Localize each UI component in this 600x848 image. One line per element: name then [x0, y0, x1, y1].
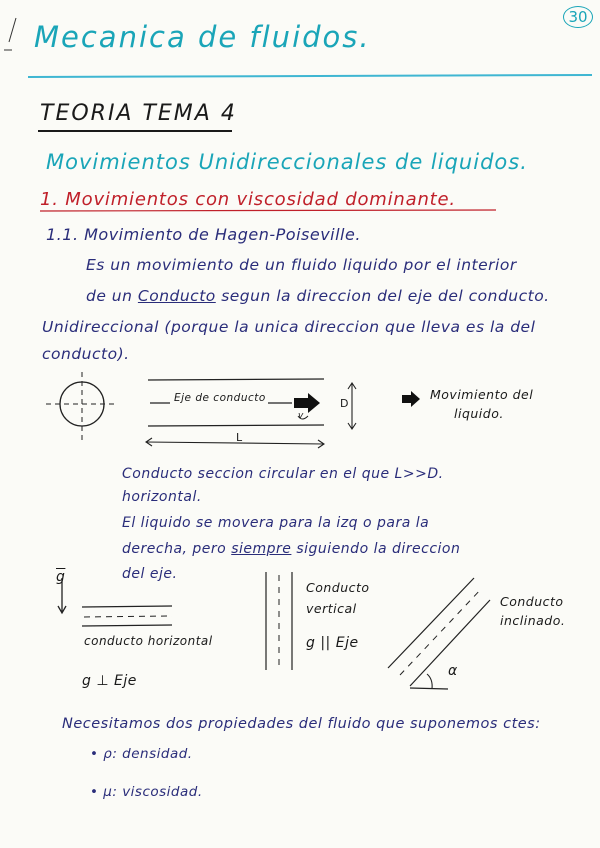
- page-number: 30: [563, 6, 593, 28]
- pipe-wall-bottom: [148, 425, 324, 426]
- horizontal-label: conducto horizontal: [84, 634, 213, 648]
- property-item-text: ρ: densidad.: [103, 746, 193, 762]
- property-item: • μ: viscosidad.: [90, 784, 203, 800]
- velocity-label: v: [298, 411, 304, 421]
- property-item-text: μ: viscosidad.: [103, 784, 203, 800]
- angle-arc: [427, 674, 432, 689]
- property-item: • ρ: densidad.: [90, 746, 193, 762]
- vertical-label-2: vertical: [306, 601, 357, 616]
- header-title: Mecanica de fluidos.: [34, 20, 371, 54]
- note-line-1: Conducto seccion circular en el que L>>D.: [122, 466, 444, 482]
- paragraph-line-3: Unidireccional (porque la unica direccion que lleva es la del: [42, 318, 536, 336]
- paragraph-line-2: [86, 287, 550, 305]
- axis-label: Eje de conducto: [174, 392, 266, 404]
- horizontal-relation: g ⊥ Eje: [82, 673, 137, 689]
- paragraph-line-1: Es un movimiento de un fluido liquido por el interior: [86, 256, 517, 274]
- siempre-underlined: siempre: [231, 541, 292, 557]
- paragraph-line-2-post: segun la direccion del eje del conducto.: [215, 287, 550, 305]
- gravity-label: $\overline{g}$: [56, 569, 66, 585]
- horizontal-pipe-bottom: [82, 625, 172, 626]
- horizontal-pipe-top: [82, 606, 172, 607]
- paragraph-line-2-pre: de un: [86, 287, 138, 305]
- inclined-base: [410, 688, 448, 689]
- inclined-pipe-left: [388, 578, 474, 668]
- velocity-arrow-head: [308, 393, 320, 413]
- subsection-title: 1. Movimientos con viscosidad dominante.: [40, 189, 456, 210]
- note-line-2: horizontal.: [122, 489, 202, 505]
- length-line: [146, 442, 324, 444]
- diameter-label: D: [340, 397, 349, 410]
- note-line-3: El liquido se movera para la izq o para la: [122, 515, 430, 531]
- vertical-label-1: Conducto: [306, 580, 370, 595]
- pipe-wall-top: [148, 379, 324, 380]
- movement-label-2: liquido.: [454, 406, 504, 421]
- paragraph-line-4: conducto).: [42, 345, 130, 363]
- note-line-5: del eje.: [122, 566, 178, 582]
- legend-arrow-body: [402, 395, 411, 403]
- theory-title: TEORIA TEMA 4: [40, 101, 237, 126]
- note-line-4: [122, 541, 460, 557]
- length-label: L: [236, 431, 243, 444]
- subsubsection-title: 1.1. Movimiento de Hagen-Poiseville.: [46, 225, 361, 244]
- inclined-label-2: inclinado.: [500, 613, 566, 628]
- angle-label: α: [448, 663, 458, 679]
- inclined-label-1: Conducto: [500, 594, 564, 609]
- legend-arrow-head: [411, 391, 420, 407]
- inclined-pipe-axis: [400, 588, 482, 675]
- subsection-underline: [40, 210, 496, 211]
- properties-intro: Necesitamos dos propiedades del fluido que suponemos ctes:: [62, 716, 541, 732]
- horizontal-pipe-axis: [84, 616, 172, 617]
- movement-label-1: Movimiento del: [430, 387, 534, 402]
- velocity-arrow-body: [294, 398, 308, 408]
- note-line-4-post: siguiendo la direccion: [291, 541, 461, 557]
- conducto-underlined: Conducto: [137, 287, 216, 305]
- vertical-relation: g || Eje: [306, 635, 359, 651]
- section-title: Movimientos Unidireccionales de liquidos.: [46, 150, 528, 174]
- margin-mark: [9, 18, 16, 42]
- note-line-4-pre: derecha, pero: [122, 541, 232, 557]
- header-rule: [28, 75, 592, 77]
